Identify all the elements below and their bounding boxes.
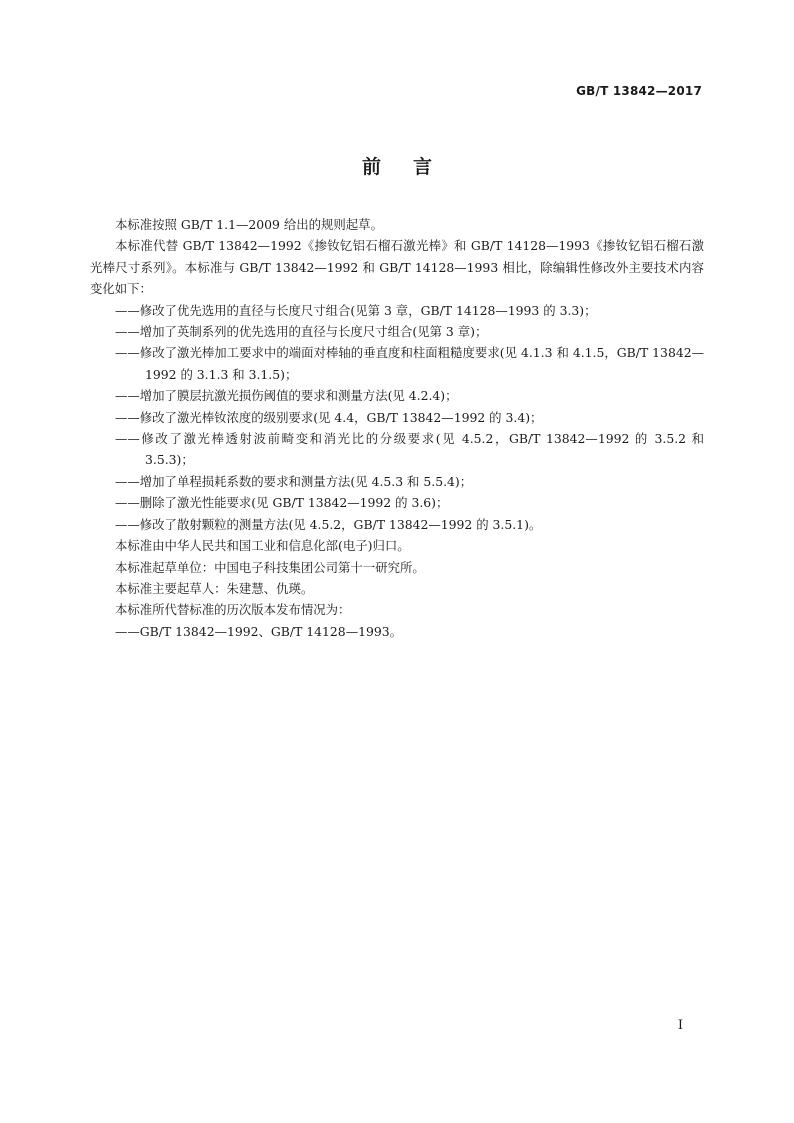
- list-item: ——增加了英制系列的优先选用的直径与长度尺寸组合(见第 3 章)；: [115, 324, 488, 340]
- list-item: ——修改了激光棒加工要求中的端面对棒轴的垂直度和柱面粗糙度要求(见 4.1.3 和 4.1.5，GB/T 13842—1992 的 3.1.3 和 3.1.5)；: [115, 345, 704, 382]
- standard-code: GB/T 13842—2017: [576, 84, 702, 98]
- paragraph-administration: 本标准由中华人民共和国工业和信息化部(电子)归口。: [115, 538, 410, 554]
- list-item: ——修改了优先选用的直径与长度尺寸组合(见第 3 章，GB/T 14128—1993 的 3.3)；: [115, 302, 597, 318]
- list-item: ——GB/T 13842—1992、GB/T 14128—1993。: [115, 623, 403, 639]
- list-item: ——删除了激光性能要求(见 GB/T 13842—1992 的 3.6)；: [115, 495, 449, 511]
- list-item: ——修改了激光棒钕浓度的级别要求(见 4.4，GB/T 13842—1992 的 3.4)；: [115, 409, 543, 425]
- paragraph-drafters: 本标准主要起草人：朱建慧、仇瑛。: [115, 580, 314, 596]
- document-body: [90, 214, 704, 642]
- list-item: ——修改了激光棒透射波前畸变和消光比的分级要求(见 4.5.2，GB/T 13842—1992 的 3.5.2 和 3.5.3)；: [115, 431, 704, 468]
- page-number: I: [677, 1018, 683, 1033]
- paragraph-drafting-rules: 本标准按照 GB/T 1.1—2009 给出的规则起草。: [115, 217, 383, 232]
- page-title: 前言: [361, 156, 464, 178]
- paragraph-drafting-unit: 本标准起草单位：中国电子科技集团公司第十一研究所。: [115, 559, 425, 575]
- list-item: ——修改了散射颗粒的测量方法(见 4.5.2，GB/T 13842—1992 的 3.5.1)。: [115, 516, 542, 532]
- paragraph-history-intro: 本标准所代替标准的历次版本发布情况为：: [115, 602, 351, 618]
- paragraph-replacement: 本标准代替 GB/T 13842—1992《掺钕钇铝石榴石激光棒》和 GB/T 14128—1993《掺钕钇铝石榴石激光棒尺寸系列》。本标准与 GB/T 13842—1992 和 GB/T 14128—1993 相比，除编辑性修改外主要技术内容变化如下：: [90, 238, 704, 297]
- list-item: ——增加了膜层抗激光损伤阈值的要求和测量方法(见 4.2.4)；: [115, 388, 458, 404]
- list-item: ——增加了单程损耗系数的要求和测量方法(见 4.5.3 和 5.5.4)；: [115, 473, 473, 489]
- history-list: [90, 621, 704, 642]
- changes-list: [90, 300, 704, 535]
